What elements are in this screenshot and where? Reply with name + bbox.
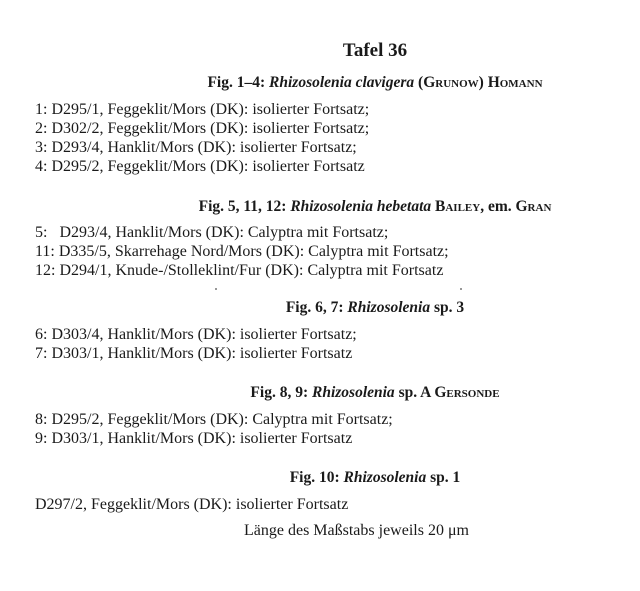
entry-num: 4: — [35, 158, 48, 175]
figure-heading-8-9 — [0, 384, 640, 402]
entry-num: 7: — [35, 345, 48, 362]
entry-text: D335/5, Skarrehage Nord/Mors (DK): Calyptra mit Fortsatz; — [58, 243, 449, 260]
entry-line — [35, 139, 357, 157]
entry-text: D295/2, Feggeklit/Mors (DK): isolierter Fortsatz — [51, 158, 365, 175]
entry-line — [35, 411, 393, 429]
author-pre: ( — [414, 74, 424, 91]
entry-line — [35, 243, 449, 261]
entry-line — [35, 430, 352, 448]
entry-line — [35, 496, 348, 514]
species-name: Rhizosolenia hebetata — [290, 198, 432, 215]
entry-text: D297/2, Feggeklit/Mors (DK): isolierter Fortsatz — [35, 496, 349, 513]
author-name-2: Homann — [487, 74, 543, 91]
entry-line — [35, 345, 352, 363]
author-mid: ) — [478, 74, 488, 91]
entry-text: D293/4, Hanklit/Mors (DK): isolierter Fortsatz; — [51, 139, 357, 156]
figure-heading-5-11-12 — [0, 198, 640, 216]
entry-num: 5: — [35, 224, 48, 241]
fig-label: Fig. 10: — [289, 469, 340, 486]
entry-line — [35, 262, 443, 280]
entry-num: 8: — [35, 411, 48, 428]
entry-num: 11: — [35, 243, 55, 260]
figure-heading-1-4 — [0, 74, 640, 92]
entry-num: 6: — [35, 326, 48, 343]
fig-label: Fig. 5, 11, 12: — [198, 198, 287, 215]
entry-text: D293/4, Hanklit/Mors (DK): Calyptra mit Fortsatz; — [59, 224, 389, 241]
entry-text: D295/2, Feggeklit/Mors (DK): Calyptra mit Fortsatz; — [51, 411, 393, 428]
species-name: Rhizosolenia clavigera — [269, 74, 415, 91]
author-name: Gersonde — [434, 384, 500, 401]
entry-text: D303/1, Hanklit/Mors (DK): isolierter Fortsatz — [51, 430, 353, 447]
entry-text: D303/4, Hanklit/Mors (DK): isolierter Fortsatz; — [51, 326, 357, 343]
entry-num: 2: — [35, 120, 48, 137]
fig-label: Fig. 6, 7: — [285, 299, 344, 316]
entry-num: 1: — [35, 101, 48, 118]
author-name-2: Gran — [515, 198, 552, 215]
fig-label: Fig. 1–4: — [207, 74, 266, 91]
species-suffix: sp. 3 — [430, 299, 465, 316]
figure-heading-10 — [0, 469, 640, 487]
scan-speck — [460, 288, 462, 290]
author-name: Grunow — [423, 74, 479, 91]
fig-label: Fig. 8, 9: — [250, 384, 309, 401]
species-name: Rhizosolenia — [347, 299, 431, 316]
entry-text: D295/1, Feggeklit/Mors (DK): isolierter Fortsatz; — [51, 101, 370, 118]
author-mid: , em. — [480, 198, 516, 215]
entry-line — [35, 326, 357, 344]
entry-text: D303/1, Hanklit/Mors (DK): isolierter Fortsatz — [51, 345, 353, 362]
entry-line — [35, 120, 369, 138]
species-name: Rhizosolenia — [343, 469, 427, 486]
species-suffix: sp. A — [394, 384, 435, 401]
scale-bar-note: Länge des Maßstabs jeweils 20 μm — [244, 522, 469, 539]
species-name: Rhizosolenia — [311, 384, 395, 401]
scan-speck — [215, 288, 217, 290]
entry-line — [35, 224, 388, 242]
entry-line — [35, 101, 369, 119]
entry-num: 9: — [35, 430, 48, 447]
entry-line — [35, 158, 365, 176]
author-name: Bailey — [435, 198, 481, 215]
entry-num: 3: — [35, 139, 48, 156]
entry-text: D302/2, Feggeklit/Mors (DK): isolierter Fortsatz; — [51, 120, 370, 137]
species-suffix: sp. 1 — [426, 469, 461, 486]
entry-num: 12: — [35, 262, 56, 279]
entry-text: D294/1, Knude-/Stolleklint/Fur (DK): Calyptra mit Fortsatz — [59, 262, 444, 279]
figure-heading-6-7 — [0, 299, 640, 317]
plate-title: Tafel 36 — [342, 40, 408, 61]
